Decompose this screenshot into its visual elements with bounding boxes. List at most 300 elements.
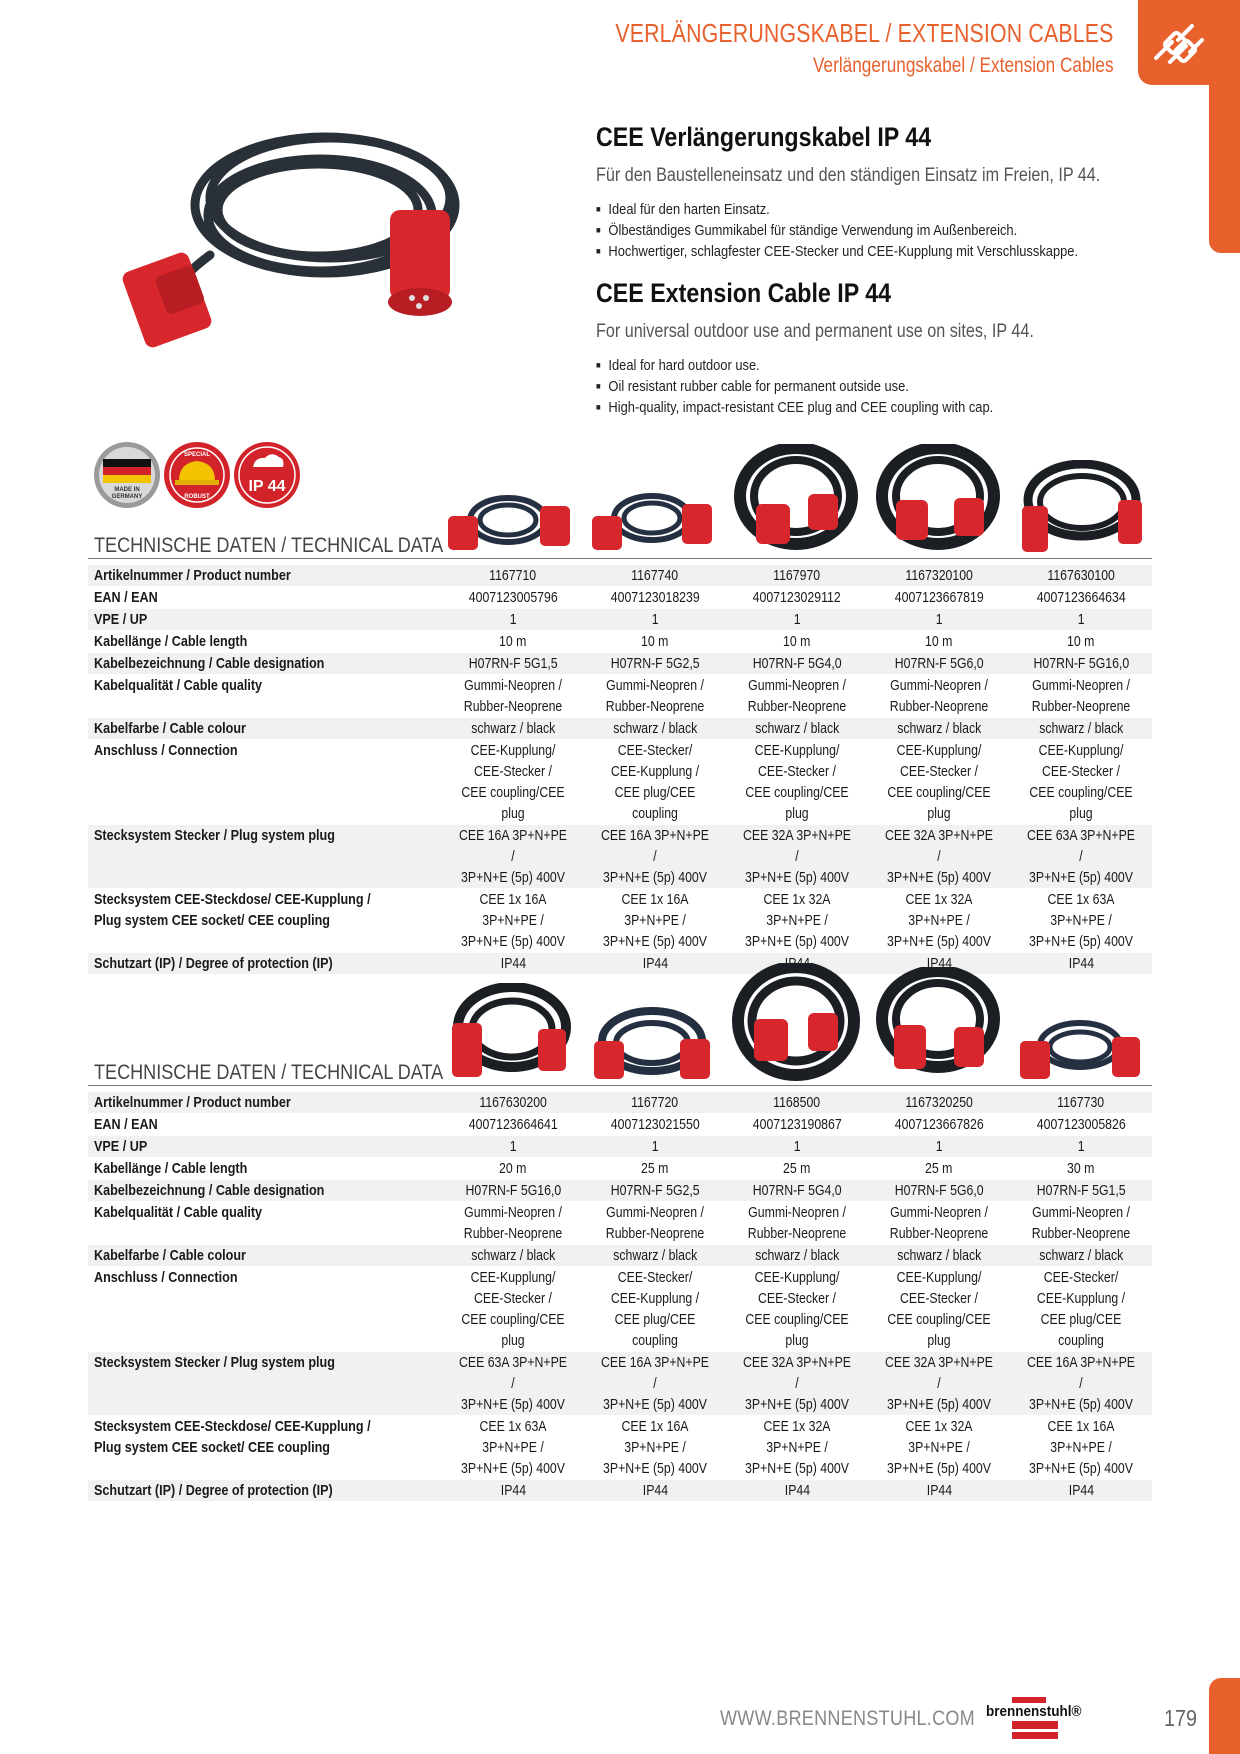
cell-value: H07RN-F 5G6,0 <box>894 655 984 672</box>
cell-value: schwarz / black <box>896 720 982 737</box>
cell-value: 4007123018239 <box>610 589 700 606</box>
cell-value: 4007123664634 <box>1036 589 1126 606</box>
cell-value: schwarz / black <box>612 720 698 737</box>
feature-item: ■ Ideal for hard outdoor use. <box>596 355 1078 376</box>
cell-value: CEE-Stecker/ CEE-Kupplung / CEE plug/CEE coupling <box>610 742 700 822</box>
row-label-text: EAN / EAN <box>94 1116 158 1133</box>
product-title-en: CEE Extension Cable IP 44 <box>596 278 892 308</box>
table-cell <box>726 1267 868 1351</box>
cell-value: schwarz / black <box>470 720 556 737</box>
svg-text:SPECIAL: SPECIAL <box>183 452 211 458</box>
cell-value: 1167320250 <box>905 1094 973 1111</box>
row-label-text: Anschluss / Connection <box>94 1269 238 1286</box>
cell-value: 1167730 <box>1057 1094 1105 1111</box>
row-label-text: Artikelnummer / Product number <box>94 567 291 584</box>
table-cell <box>442 1202 584 1244</box>
table-cell <box>1010 631 1152 652</box>
product-title-de: CEE Verlängerungskabel IP 44 <box>596 122 932 152</box>
footer-website-link[interactable]: WWW.BRENNENSTUHL.COM <box>720 1707 975 1730</box>
table-cell <box>584 1480 726 1501</box>
table-cell <box>726 1180 868 1201</box>
cell-value: 1 <box>1077 611 1085 628</box>
cell-value: CEE 16A 3P+N+PE / 3P+N+E (5p) 400V <box>600 827 710 886</box>
brand-name: brennenstuhl® <box>986 1703 1082 1720</box>
cell-value: IP44 <box>500 955 526 972</box>
cell-value: 10 m <box>499 633 527 650</box>
table-cell <box>868 1158 1010 1179</box>
table-cell <box>442 825 584 888</box>
table-cell <box>726 740 868 824</box>
cell-value: IP44 <box>500 1482 526 1499</box>
row-label-text: Kabelbezeichnung / Cable designation <box>94 1182 325 1199</box>
table-cell <box>442 1092 584 1113</box>
table-cell <box>1010 609 1152 630</box>
row-label-text: Kabelqualität / Cable quality <box>94 1204 263 1221</box>
table-cell <box>868 1416 1010 1479</box>
table-cell <box>1010 1136 1152 1157</box>
table-row <box>88 631 1152 652</box>
row-label-text: EAN / EAN <box>94 589 158 606</box>
cell-value: schwarz / black <box>1038 720 1124 737</box>
table-row <box>88 1136 1152 1157</box>
row-label-text: VPE / UP <box>94 1138 148 1155</box>
table-cell <box>726 1245 868 1266</box>
cell-value: 1 <box>509 1138 517 1155</box>
table-cell <box>442 675 584 717</box>
cell-value: 20 m <box>499 1160 527 1177</box>
product-thumbnail <box>1016 460 1146 556</box>
table-cell <box>442 1480 584 1501</box>
table-cell <box>868 653 1010 674</box>
cell-value: CEE 1x 32A 3P+N+PE / 3P+N+E (5p) 400V <box>887 1418 991 1477</box>
table-cell <box>1010 1267 1152 1351</box>
cell-value: 10 m <box>925 633 953 650</box>
table-cell <box>1010 565 1152 586</box>
svg-text:MADE IN: MADE IN <box>114 487 140 493</box>
table-row <box>88 1416 1152 1479</box>
table-cell <box>584 675 726 717</box>
table-cell <box>868 1352 1010 1415</box>
cell-value: CEE 32A 3P+N+PE / 3P+N+E (5p) 400V <box>884 1354 994 1413</box>
table-cell <box>584 1267 726 1351</box>
table-cell <box>584 889 726 952</box>
row-label-text: Stecksystem Stecker / Plug system plug <box>94 1354 335 1371</box>
cell-value: H07RN-F 5G1,5 <box>1036 1182 1126 1199</box>
table-cell <box>868 889 1010 952</box>
product-thumbnail <box>732 963 862 1083</box>
table-cell <box>868 1267 1010 1351</box>
table-cell <box>726 631 868 652</box>
table-cell <box>1010 1352 1152 1415</box>
cell-value: 4007123005796 <box>468 589 558 606</box>
cell-value: CEE-Kupplung/ CEE-Stecker / CEE coupling/CEE plug <box>745 742 849 822</box>
table-cell <box>1010 675 1152 717</box>
cell-value: Gummi-Neopren / Rubber-Neoprene <box>605 1204 705 1242</box>
row-label <box>88 1480 442 1501</box>
row-label <box>88 1416 442 1479</box>
table-row <box>88 1245 1152 1266</box>
cell-value: CEE-Stecker/ CEE-Kupplung / CEE plug/CEE coupling <box>610 1269 700 1349</box>
cell-value: CEE-Kupplung/ CEE-Stecker / CEE coupling/CEE plug <box>887 1269 991 1349</box>
cell-value: CEE-Kupplung/ CEE-Stecker / CEE coupling/CEE plug <box>461 1269 565 1349</box>
cell-value: CEE 16A 3P+N+PE / 3P+N+E (5p) 400V <box>458 827 568 886</box>
cell-value: 1 <box>935 611 943 628</box>
section-title: TECHNISCHE DATEN / TECHNICAL DATA <box>94 534 444 557</box>
technical-data-section-1 <box>88 437 1152 975</box>
row-label-text: Kabelbezeichnung / Cable designation <box>94 655 325 672</box>
svg-text:ROBUST: ROBUST <box>184 494 210 500</box>
table-cell <box>726 653 868 674</box>
feature-list-de <box>596 199 1156 262</box>
table-cell <box>584 1092 726 1113</box>
product-hero-image <box>120 120 500 360</box>
row-label-text: Kabellänge / Cable length <box>94 633 248 650</box>
cell-value: H07RN-F 5G6,0 <box>894 1182 984 1199</box>
product-lead-de: Für den Baustelleneinsatz und den ständigen Einsatz im Freien, IP 44. <box>596 165 1101 186</box>
row-label <box>88 1202 442 1244</box>
cell-value: H07RN-F 5G2,5 <box>610 1182 700 1199</box>
table-cell <box>1010 1180 1152 1201</box>
row-label-text: Kabelfarbe / Cable colour <box>94 720 246 737</box>
table-cell <box>868 1136 1010 1157</box>
cell-value: 1167320100 <box>905 567 973 584</box>
cell-value: 25 m <box>783 1160 811 1177</box>
cell-value: schwarz / black <box>754 720 840 737</box>
table-cell <box>726 1092 868 1113</box>
table-cell <box>584 1352 726 1415</box>
table-cell <box>1010 889 1152 952</box>
table-cell <box>1010 1114 1152 1135</box>
table-cell <box>1010 1416 1152 1479</box>
table-row <box>88 1180 1152 1201</box>
table-cell <box>442 653 584 674</box>
cell-value: 10 m <box>641 633 669 650</box>
technical-data-table-1 <box>88 564 1152 975</box>
technical-data-table-2 <box>88 1091 1152 1502</box>
cell-value: 1167630100 <box>1047 567 1115 584</box>
row-label <box>88 1158 442 1179</box>
cell-value: Gummi-Neopren / Rubber-Neoprene <box>1031 677 1131 715</box>
table-cell <box>868 565 1010 586</box>
svg-text:IP 44: IP 44 <box>248 478 286 495</box>
table-cell <box>726 1202 868 1244</box>
cell-value: 25 m <box>925 1160 953 1177</box>
cell-value: 1167970 <box>773 567 821 584</box>
table-cell <box>442 1136 584 1157</box>
feature-item: ■ High-quality, impact-resistant CEE plug and CEE coupling with cap. <box>596 397 1078 418</box>
row-label-text: Kabellänge / Cable length <box>94 1160 248 1177</box>
cell-value: 4007123190867 <box>752 1116 842 1133</box>
table-row <box>88 1480 1152 1501</box>
row-label <box>88 675 442 717</box>
table-row <box>88 1267 1152 1351</box>
cell-value: CEE 1x 63A 3P+N+PE / 3P+N+E (5p) 400V <box>1029 891 1133 950</box>
row-label-text: Kabelqualität / Cable quality <box>94 677 263 694</box>
table-row <box>88 889 1152 952</box>
category-subtitle: Verlängerungskabel / Extension Cables <box>813 54 1114 77</box>
cell-value: 4007123667819 <box>894 589 984 606</box>
cell-value: 4007123667826 <box>894 1116 984 1133</box>
row-label <box>88 587 442 608</box>
row-label <box>88 653 442 674</box>
cell-value: CEE-Kupplung/ CEE-Stecker / CEE coupling/CEE plug <box>461 742 565 822</box>
cell-value: 1 <box>793 611 801 628</box>
table-cell <box>442 609 584 630</box>
cell-value: Gummi-Neopren / Rubber-Neoprene <box>463 1204 563 1242</box>
cell-value: 10 m <box>1067 633 1095 650</box>
table-cell <box>442 1114 584 1135</box>
row-label-text: VPE / UP <box>94 611 148 628</box>
category-title: VERLÄNGERUNGSKABEL / EXTENSION CABLES <box>615 18 1114 48</box>
table-cell <box>584 1136 726 1157</box>
cell-value: 4007123005826 <box>1036 1116 1126 1133</box>
cell-value: 1 <box>935 1138 943 1155</box>
table-row <box>88 1352 1152 1415</box>
table-cell <box>584 631 726 652</box>
cell-value: CEE 16A 3P+N+PE / 3P+N+E (5p) 400V <box>1026 1354 1136 1413</box>
row-label-text: Stecksystem Stecker / Plug system plug <box>94 827 335 844</box>
cell-value: Gummi-Neopren / Rubber-Neoprene <box>889 1204 989 1242</box>
row-label <box>88 889 442 952</box>
table-cell <box>868 609 1010 630</box>
product-thumbnail <box>732 444 862 556</box>
table-cell <box>726 1136 868 1157</box>
page-number: 179 <box>1164 1705 1198 1731</box>
table-row <box>88 825 1152 888</box>
cell-value: 1 <box>509 611 517 628</box>
table-row <box>88 587 1152 608</box>
product-thumbnail <box>446 983 576 1083</box>
cell-value: CEE 63A 3P+N+PE / 3P+N+E (5p) 400V <box>1026 827 1136 886</box>
cell-value: IP44 <box>784 955 810 972</box>
table-row <box>88 1158 1152 1179</box>
table-cell <box>442 1267 584 1351</box>
row-label-text: Anschluss / Connection <box>94 742 238 759</box>
feature-list-en <box>596 355 1156 418</box>
table-cell <box>726 675 868 717</box>
product-thumbnail <box>588 476 718 556</box>
cell-value: CEE 16A 3P+N+PE / 3P+N+E (5p) 400V <box>600 1354 710 1413</box>
row-label <box>88 825 442 888</box>
cell-value: Gummi-Neopren / Rubber-Neoprene <box>747 677 847 715</box>
cell-value: 1167740 <box>631 567 679 584</box>
cell-value: 4007123021550 <box>610 1116 700 1133</box>
cell-value: H07RN-F 5G4,0 <box>752 1182 842 1199</box>
table-cell <box>584 825 726 888</box>
table-cell <box>584 653 726 674</box>
cell-value: H07RN-F 5G4,0 <box>752 655 842 672</box>
table-cell <box>584 1158 726 1179</box>
section-title: TECHNISCHE DATEN / TECHNICAL DATA <box>94 1061 444 1084</box>
cell-value: schwarz / black <box>754 1247 840 1264</box>
row-label <box>88 1114 442 1135</box>
cell-value: IP44 <box>642 955 668 972</box>
technical-data-section-2 <box>88 964 1152 1502</box>
table-cell <box>726 1416 868 1479</box>
plug-cable-icon <box>1148 18 1208 74</box>
page-corner-bar <box>1209 1678 1240 1754</box>
table-cell <box>1010 1158 1152 1179</box>
cell-value: IP44 <box>1068 955 1094 972</box>
cell-value: 30 m <box>1067 1160 1095 1177</box>
row-label <box>88 609 442 630</box>
cell-value: Gummi-Neopren / Rubber-Neoprene <box>1031 1204 1131 1242</box>
cell-value: CEE-Stecker/ CEE-Kupplung / CEE plug/CEE coupling <box>1036 1269 1126 1349</box>
cell-value: 1 <box>793 1138 801 1155</box>
product-thumbnail <box>446 476 576 556</box>
cell-value: Gummi-Neopren / Rubber-Neoprene <box>605 677 705 715</box>
table-cell <box>442 631 584 652</box>
feature-item: ■ Oil resistant rubber cable for permanent outside use. <box>596 376 1078 397</box>
category-side-bar <box>1209 85 1240 253</box>
cell-value: CEE 1x 16A 3P+N+PE / 3P+N+E (5p) 400V <box>1029 1418 1133 1477</box>
feature-item: ■ Hochwertiger, schlagfester CEE-Stecker und CEE-Kupplung mit Verschlusskappe. <box>596 241 1078 262</box>
row-label-text: Schutzart (IP) / Degree of protection (IP) <box>94 955 333 972</box>
table-row <box>88 675 1152 717</box>
table-cell <box>584 740 726 824</box>
table-cell <box>442 1416 584 1479</box>
table-cell <box>726 825 868 888</box>
cell-value: IP44 <box>784 1482 810 1499</box>
cell-value: 25 m <box>641 1160 669 1177</box>
cell-value: schwarz / black <box>612 1247 698 1264</box>
product-thumbnail <box>874 967 1004 1083</box>
table-row <box>88 718 1152 739</box>
table-row <box>88 1092 1152 1113</box>
row-label <box>88 1180 442 1201</box>
cell-value: 1 <box>1077 1138 1085 1155</box>
table-cell <box>868 1114 1010 1135</box>
product-lead-en: For universal outdoor use and permanent use on sites, IP 44. <box>596 321 1034 342</box>
table-cell <box>868 1092 1010 1113</box>
table-cell <box>868 587 1010 608</box>
cell-value: 10 m <box>783 633 811 650</box>
table-cell <box>442 1352 584 1415</box>
cell-value: Gummi-Neopren / Rubber-Neoprene <box>747 1204 847 1242</box>
row-label-text: Stecksystem CEE-Steckdose/ CEE-Kupplung / Plug system CEE socket/ CEE coupling <box>94 891 371 929</box>
row-label-text: Artikelnummer / Product number <box>94 1094 291 1111</box>
cell-value: 1 <box>651 611 659 628</box>
table-cell <box>584 1180 726 1201</box>
table-cell <box>868 1480 1010 1501</box>
table-cell <box>726 889 868 952</box>
cell-value: IP44 <box>926 1482 952 1499</box>
table-cell <box>868 1202 1010 1244</box>
table-cell <box>1010 1480 1152 1501</box>
table-cell <box>868 631 1010 652</box>
table-cell <box>726 718 868 739</box>
section-header <box>88 964 1152 1086</box>
table-row <box>88 1202 1152 1244</box>
table-cell <box>726 565 868 586</box>
cell-value: Gummi-Neopren / Rubber-Neoprene <box>889 677 989 715</box>
row-label <box>88 1136 442 1157</box>
table-cell <box>1010 1092 1152 1113</box>
table-cell <box>442 889 584 952</box>
table-cell <box>1010 587 1152 608</box>
logo-bar <box>1012 1721 1058 1729</box>
cell-value: CEE 32A 3P+N+PE / 3P+N+E (5p) 400V <box>742 1354 852 1413</box>
table-cell <box>1010 1202 1152 1244</box>
cell-value: CEE 63A 3P+N+PE / 3P+N+E (5p) 400V <box>458 1354 568 1413</box>
table-cell <box>1010 740 1152 824</box>
cell-value: schwarz / black <box>1038 1247 1124 1264</box>
table-cell <box>442 740 584 824</box>
cell-value: CEE-Kupplung/ CEE-Stecker / CEE coupling/CEE plug <box>745 1269 849 1349</box>
table-cell <box>868 1180 1010 1201</box>
cell-value: CEE 1x 16A 3P+N+PE / 3P+N+E (5p) 400V <box>603 1418 707 1477</box>
row-label-text: Schutzart (IP) / Degree of protection (IP) <box>94 1482 333 1499</box>
table-cell <box>868 825 1010 888</box>
table-cell <box>584 1114 726 1135</box>
table-cell <box>726 1158 868 1179</box>
table-cell <box>726 1114 868 1135</box>
product-thumbnail <box>588 999 718 1083</box>
table-cell <box>584 1416 726 1479</box>
product-thumbnail <box>874 444 1004 556</box>
cell-value: 1 <box>651 1138 659 1155</box>
table-cell <box>1010 718 1152 739</box>
table-cell <box>584 609 726 630</box>
table-cell <box>442 565 584 586</box>
table-cell <box>442 718 584 739</box>
table-cell <box>584 1245 726 1266</box>
cell-value: IP44 <box>642 1482 668 1499</box>
table-cell <box>442 587 584 608</box>
cell-value: CEE 1x 32A 3P+N+PE / 3P+N+E (5p) 400V <box>745 891 849 950</box>
table-cell <box>584 1202 726 1244</box>
table-cell <box>1010 1245 1152 1266</box>
cell-value: CEE 32A 3P+N+PE / 3P+N+E (5p) 400V <box>884 827 994 886</box>
table-cell <box>726 609 868 630</box>
table-cell <box>726 1352 868 1415</box>
cell-value: CEE 1x 16A 3P+N+PE / 3P+N+E (5p) 400V <box>461 891 565 950</box>
table-cell <box>868 740 1010 824</box>
cell-value: 1167710 <box>489 567 537 584</box>
table-cell <box>584 565 726 586</box>
table-cell <box>868 1245 1010 1266</box>
cell-value: H07RN-F 5G16,0 <box>1033 655 1129 672</box>
table-row <box>88 740 1152 824</box>
cell-value: H07RN-F 5G1,5 <box>468 655 558 672</box>
row-label <box>88 631 442 652</box>
brand-logo <box>986 1697 1096 1739</box>
table-cell <box>1010 825 1152 888</box>
table-cell <box>584 718 726 739</box>
row-label-text: Kabelfarbe / Cable colour <box>94 1247 246 1264</box>
cell-value: CEE 1x 32A 3P+N+PE / 3P+N+E (5p) 400V <box>887 891 991 950</box>
cell-value: CEE-Kupplung/ CEE-Stecker / CEE coupling/CEE plug <box>887 742 991 822</box>
cell-value: schwarz / black <box>896 1247 982 1264</box>
cell-value: IP44 <box>1068 1482 1094 1499</box>
row-label <box>88 740 442 824</box>
cell-value: CEE 32A 3P+N+PE / 3P+N+E (5p) 400V <box>742 827 852 886</box>
feature-item: ■ Ölbeständiges Gummikabel für ständige Verwendung im Außenbereich. <box>596 220 1078 241</box>
cell-value: CEE 1x 63A 3P+N+PE / 3P+N+E (5p) 400V <box>461 1418 565 1477</box>
cell-value: schwarz / black <box>470 1247 556 1264</box>
section-header <box>88 437 1152 559</box>
cell-value: Gummi-Neopren / Rubber-Neoprene <box>463 677 563 715</box>
cell-value: 1167630200 <box>479 1094 547 1111</box>
table-cell <box>442 1245 584 1266</box>
description-de <box>596 122 1156 262</box>
row-label <box>88 1245 442 1266</box>
cell-value: 1167720 <box>631 1094 679 1111</box>
cell-value: CEE-Kupplung/ CEE-Stecker / CEE coupling/CEE plug <box>1029 742 1133 822</box>
table-cell <box>868 718 1010 739</box>
table-row <box>88 609 1152 630</box>
table-row <box>88 565 1152 586</box>
